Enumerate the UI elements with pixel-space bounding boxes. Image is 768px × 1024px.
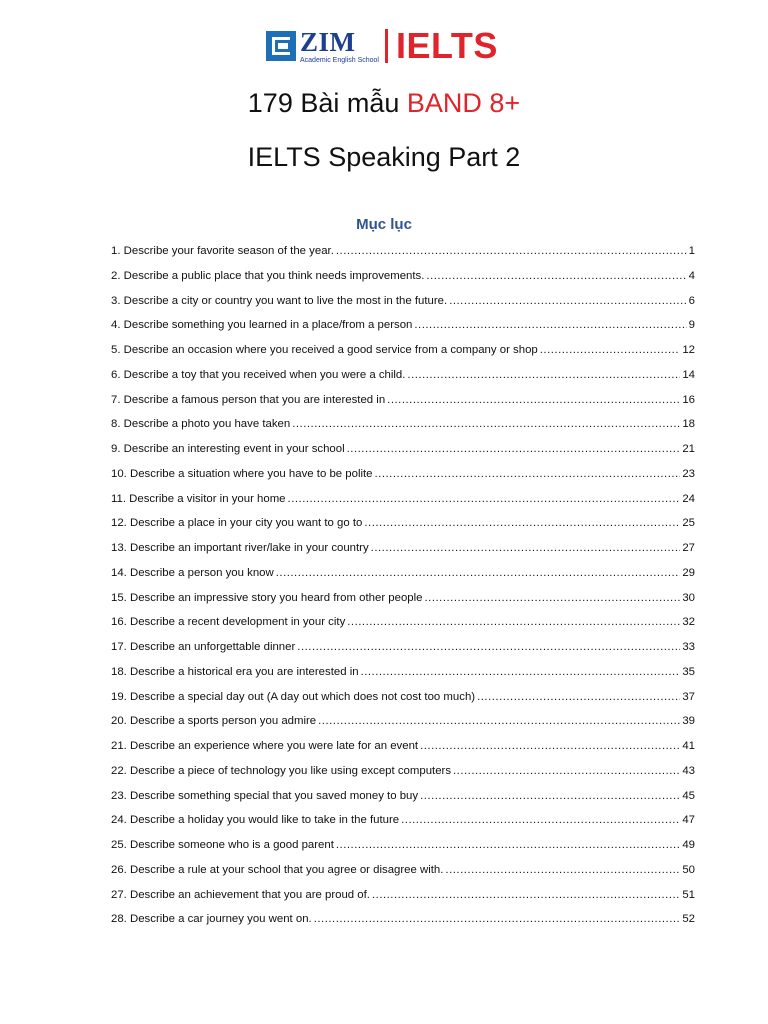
toc-entry[interactable] [111, 295, 695, 320]
toc-entry-page: 12 [682, 344, 695, 356]
toc-entry[interactable] [111, 567, 695, 592]
toc-entry-page: 49 [682, 839, 695, 851]
zim-logo-icon [266, 31, 296, 61]
toc-entry[interactable] [111, 715, 695, 740]
toc-entry-title: 18. Describe a historical era you are interested in [111, 665, 359, 678]
document-subtitle: IELTS Speaking Part 2 [247, 142, 521, 172]
toc-entry[interactable] [111, 270, 695, 295]
toc-dot-leader [347, 616, 680, 628]
toc-entry-page: 33 [682, 641, 695, 653]
toc-dot-leader [318, 715, 680, 727]
toc-entry-title: 14. Describe a person you know [111, 566, 274, 579]
toc-entry-page: 6 [688, 294, 695, 307]
toc-heading: Mục lục [356, 216, 412, 233]
document-title [0, 88, 768, 119]
toc-entry-title: 5. Describe an occasion where you received a good service from a company or shop [111, 344, 538, 356]
toc-entry-page: 37 [682, 690, 695, 703]
toc-entry-page: 14 [682, 368, 695, 381]
toc-entry-page: 25 [682, 517, 695, 530]
toc-entry-title: 24. Describe a holiday you would like to take in the future [111, 814, 400, 827]
toc-entry-page: 16 [682, 393, 695, 406]
toc-entry[interactable] [111, 517, 695, 542]
toc-entry-title: 7. Describe a famous person that you are interested in [111, 393, 386, 406]
toc-entry[interactable] [111, 245, 695, 270]
toc-entry[interactable] [111, 443, 695, 468]
toc-entry-title: 13. Describe an important river/lake in your country [111, 542, 369, 554]
toc-entry-title: 26. Describe a rule at your school that you agree or disagree with. [111, 863, 444, 876]
toc-dot-leader [364, 517, 680, 529]
toc-entry-title: 10. Describe a situation where you have to be polite [111, 467, 373, 480]
ielts-wordmark: IELTS [396, 25, 498, 66]
toc-dot-leader [445, 864, 680, 876]
zim-wordmark [300, 26, 379, 64]
toc-entry-page: 27 [682, 542, 695, 554]
table-of-contents [111, 245, 695, 938]
toc-entry[interactable] [111, 468, 695, 493]
toc-entry[interactable] [111, 740, 695, 765]
toc-entry[interactable] [111, 394, 695, 419]
toc-dot-leader [314, 913, 681, 925]
toc-entry-page: 30 [682, 591, 695, 604]
toc-dot-leader [371, 542, 681, 554]
toc-dot-leader [372, 889, 680, 901]
toc-entry[interactable] [111, 666, 695, 691]
toc-entry[interactable] [111, 913, 695, 938]
toc-dot-leader [347, 443, 681, 455]
toc-dot-leader [453, 765, 680, 777]
toc-entry-page: 24 [682, 492, 695, 505]
toc-dot-leader [297, 641, 680, 653]
toc-entry[interactable] [111, 839, 695, 864]
toc-entry-page: 18 [682, 418, 695, 431]
toc-dot-leader [420, 740, 680, 752]
toc-entry[interactable] [111, 691, 695, 716]
toc-entry[interactable] [111, 369, 695, 394]
toc-dot-leader [387, 394, 680, 406]
toc-entry-page: 35 [682, 665, 695, 678]
toc-dot-leader [276, 567, 681, 579]
toc-entry[interactable] [111, 319, 695, 344]
toc-entry[interactable] [111, 592, 695, 617]
toc-entry-title: 6. Describe a toy that you received when you were a child. [111, 368, 406, 381]
toc-entry-title: 20. Describe a sports person you admire [111, 715, 317, 728]
zim-brand-subtitle: Academic English School [300, 56, 379, 64]
toc-entry-page: 39 [682, 715, 695, 728]
toc-entry-title: 28. Describe a car journey you went on. [111, 913, 312, 926]
title-prefix: 179 Bài mẫu [247, 88, 407, 118]
toc-dot-leader [420, 790, 680, 802]
toc-entry[interactable] [111, 790, 695, 815]
toc-entry-title: 4. Describe something you learned in a place/from a person [111, 319, 413, 332]
toc-entry-title: 25. Describe someone who is a good parent [111, 839, 334, 851]
toc-entry-title: 1. Describe your favorite season of the year. [111, 245, 334, 257]
toc-entry-title: 22. Describe a piece of technology you like using except computers [111, 764, 452, 777]
toc-entry[interactable] [111, 641, 695, 666]
toc-dot-leader [401, 814, 680, 826]
zim-brand-name: ZIM [300, 26, 356, 57]
toc-dot-leader [336, 245, 687, 257]
toc-entry-page: 1 [688, 245, 695, 257]
toc-entry-page: 43 [682, 764, 695, 777]
toc-dot-leader [336, 839, 680, 851]
toc-entry-page: 41 [682, 740, 695, 752]
toc-entry-page: 32 [682, 616, 695, 629]
toc-entry-page: 51 [682, 888, 695, 901]
zim-ielts-logo [266, 25, 498, 66]
toc-entry-title: 12. Describe a place in your city you want to go to [111, 517, 363, 530]
toc-dot-leader [375, 468, 681, 480]
toc-entry[interactable] [111, 418, 695, 443]
toc-dot-leader [426, 270, 686, 282]
toc-entry-title: 9. Describe an interesting event in your school [111, 443, 345, 455]
toc-entry-title: 16. Describe a recent development in your city [111, 616, 346, 629]
toc-dot-leader [292, 418, 680, 430]
toc-dot-leader [288, 493, 681, 505]
toc-entry-title: 21. Describe an experience where you were late for an event [111, 740, 419, 752]
toc-entry[interactable] [111, 344, 695, 369]
toc-entry-title: 8. Describe a photo you have taken [111, 418, 291, 431]
toc-entry-title: 17. Describe an unforgettable dinner [111, 641, 296, 653]
toc-entry-page: 50 [682, 863, 695, 876]
toc-dot-leader [540, 344, 681, 356]
toc-entry-page: 21 [682, 443, 695, 455]
toc-dot-leader [449, 295, 686, 307]
toc-entry[interactable] [111, 864, 695, 889]
toc-entry-page: 4 [688, 269, 695, 282]
logo-divider [385, 29, 388, 63]
toc-entry-title: 3. Describe a city or country you want to live the most in the future. [111, 294, 448, 307]
toc-entry-title: 15. Describe an impressive story you heard from other people [111, 591, 423, 604]
toc-dot-leader [414, 319, 686, 331]
toc-entry-title: 27. Describe an achievement that you are proud of. [111, 888, 370, 901]
toc-entry-page: 47 [682, 814, 695, 827]
toc-entry-page: 29 [682, 566, 695, 579]
toc-entry-title: 19. Describe a special day out (A day out which does not cost too much) [111, 690, 476, 703]
toc-entry-page: 52 [682, 913, 695, 926]
toc-entry-title: 11. Describe a visitor in your home [111, 492, 286, 505]
toc-entry[interactable] [111, 814, 695, 839]
toc-entry[interactable] [111, 616, 695, 641]
toc-entry-page: 9 [688, 319, 695, 332]
toc-dot-leader [407, 369, 680, 381]
toc-entry[interactable] [111, 493, 695, 518]
toc-entry-title: 2. Describe a public place that you think needs improvements. [111, 269, 425, 282]
title-band-highlight: BAND 8+ [406, 88, 521, 118]
toc-dot-leader [425, 592, 681, 604]
toc-dot-leader [361, 666, 681, 678]
toc-entry-title: 23. Describe something special that you saved money to buy [111, 789, 419, 802]
toc-dot-leader [477, 691, 680, 703]
toc-entry-page: 23 [682, 467, 695, 480]
toc-entry[interactable] [111, 889, 695, 914]
toc-entry[interactable] [111, 542, 695, 567]
toc-entry[interactable] [111, 765, 695, 790]
toc-entry-page: 45 [682, 789, 695, 802]
